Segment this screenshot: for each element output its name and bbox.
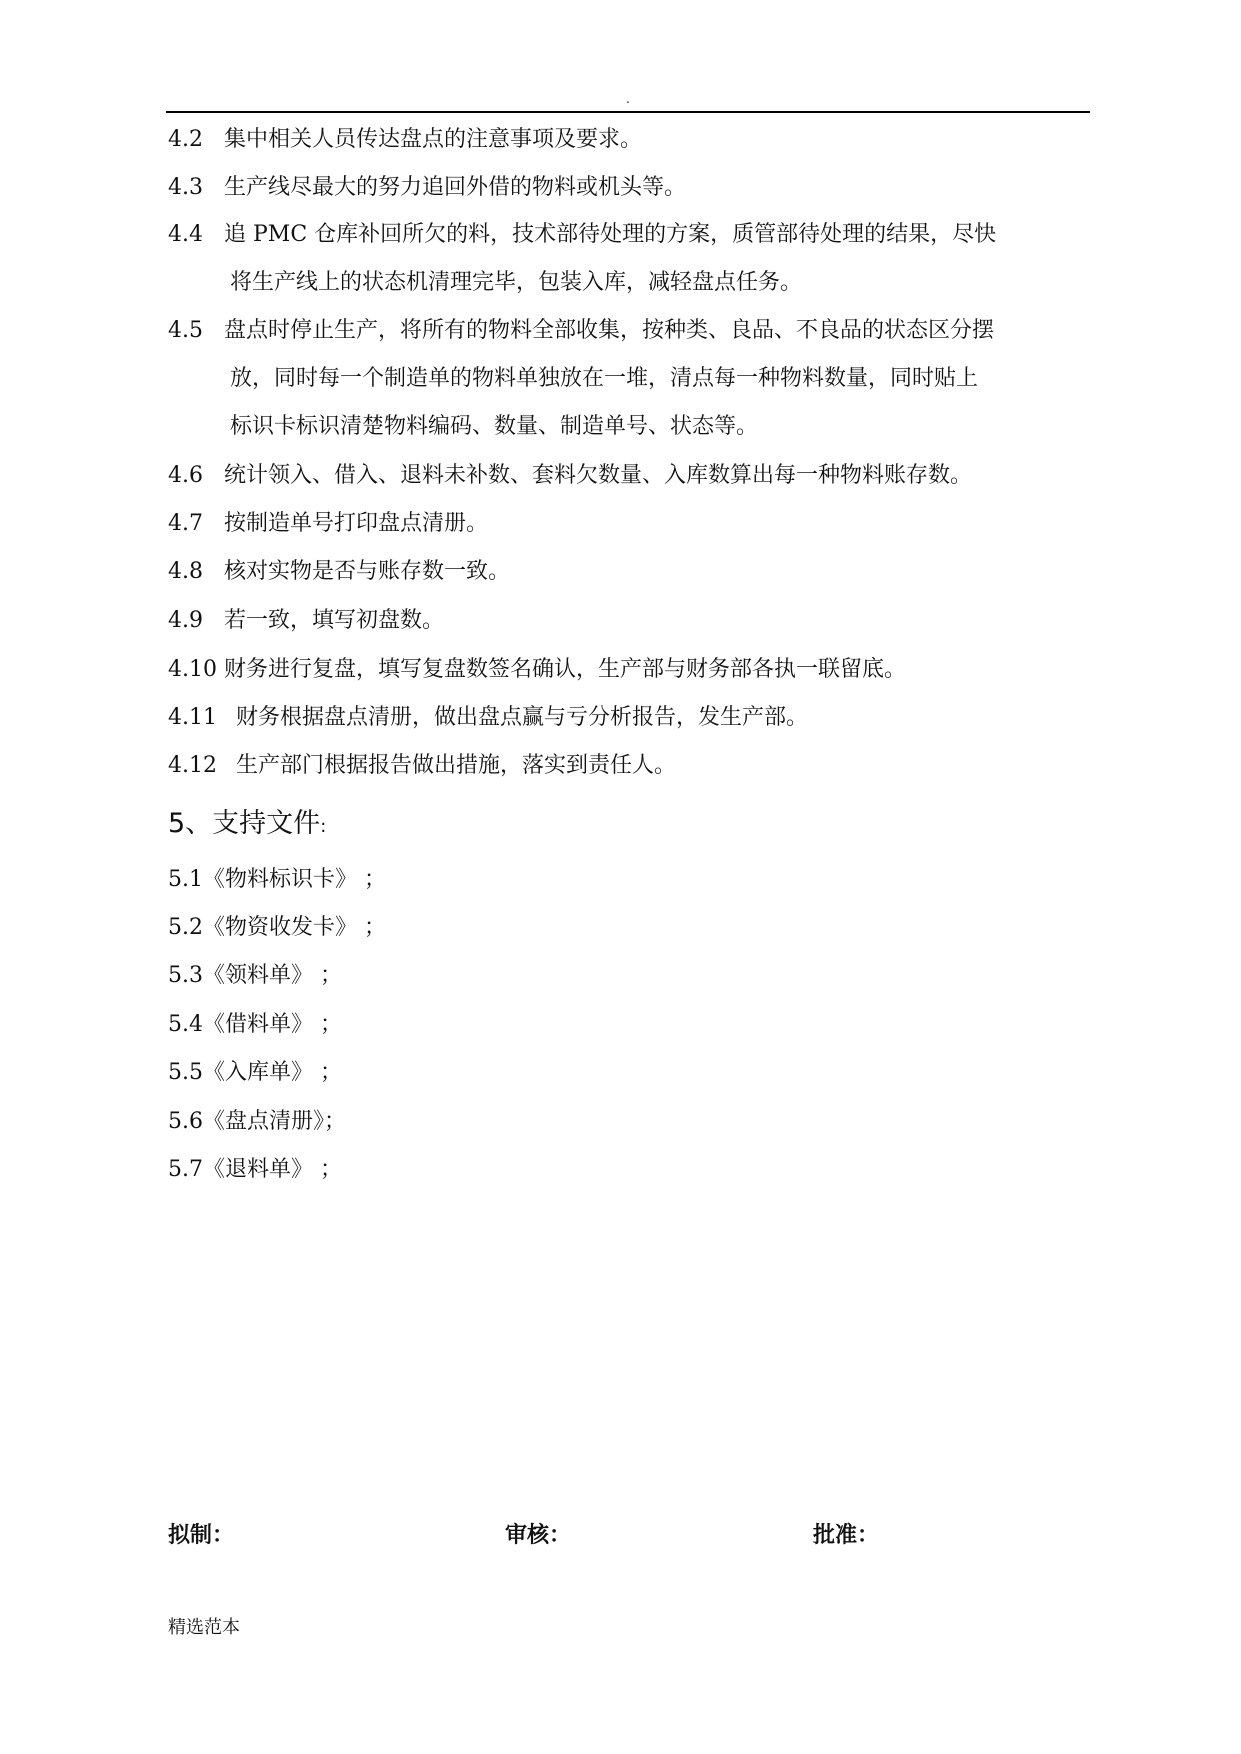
signature-review-label: 审核： — [505, 1523, 572, 1548]
item-text-continued: 放，同时每一个制造单的物料单独放在一堆，清点每一种物料数量，同时贴上 — [230, 366, 979, 391]
item-number: 4.6 — [168, 463, 203, 488]
procedure-item-4-2 — [168, 116, 642, 164]
header-mark: . — [626, 92, 630, 106]
item-number: 4.4 — [168, 222, 203, 247]
signature-draft-label: 拟制： — [168, 1523, 235, 1548]
procedure-item-4-5 — [168, 307, 994, 451]
item-text-continued: 标识卡标识清楚物料编码、数量、制造单号、状态等。 — [230, 414, 759, 439]
item-number: 4.2 — [168, 127, 203, 152]
item-text: 财务根据盘点清册，做出盘点赢与亏分析报告，发生产部。 — [236, 705, 809, 730]
item-text: 若一致，填写初盘数。 — [224, 608, 445, 633]
item-text: 统计领入、借入、退料未补数、套料欠数量、入库数算出每一种物料账存数。 — [224, 463, 973, 488]
section-title-text: 5、支持文件 — [168, 808, 321, 839]
item-number: 4.9 — [168, 608, 203, 633]
item-number: 4.11 — [168, 705, 217, 730]
item-text: 生产线尽最大的努力追回外借的物料或机头等。 — [224, 175, 687, 200]
procedure-item-4-7 — [168, 500, 488, 548]
signature-approve-label: 批准： — [813, 1523, 880, 1548]
item-text: 生产部门根据报告做出措施，落实到责任人。 — [236, 753, 677, 778]
item-number: 4.10 — [168, 657, 217, 682]
section-title — [168, 804, 326, 847]
item-text: 追 PMC 仓库补回所欠的料，技术部待处理的方案，质管部待处理的结果，尽快 — [224, 222, 997, 247]
procedure-item-4-12 — [168, 742, 676, 790]
support-document-item: 5.4《借料单》 ； — [168, 1012, 342, 1037]
header-rule — [166, 111, 1090, 113]
footer-text: 精选范本 — [168, 1617, 240, 1638]
procedure-item-4-3 — [168, 164, 686, 212]
item-text: 集中相关人员传达盘点的注意事项及要求。 — [224, 127, 643, 152]
item-text: 核对实物是否与账存数一致。 — [224, 559, 511, 584]
procedure-item-4-11 — [168, 694, 808, 742]
support-document-item: 5.2《物资收发卡》 ； — [168, 915, 386, 940]
support-document-item: 5.6《盘点清册》； — [168, 1109, 346, 1134]
item-number: 4.7 — [168, 511, 203, 536]
item-text: 财务进行复盘，填写复盘数签名确认，生产部与财务部各执一联留底。 — [224, 657, 907, 682]
item-text-continued: 将生产线上的状态机清理完毕，包装入库，减轻盘点任务。 — [230, 270, 803, 295]
procedure-item-4-4 — [168, 211, 996, 307]
support-document-item: 5.1《物料标识卡》 ； — [168, 867, 386, 892]
procedure-item-4-10 — [168, 646, 906, 694]
procedure-item-4-8 — [168, 548, 510, 596]
support-document-item: 5.5《入库单》 ； — [168, 1060, 342, 1085]
procedure-item-4-6 — [168, 452, 972, 500]
item-number: 4.12 — [168, 753, 217, 778]
section-title-colon: : — [320, 816, 327, 837]
support-document-item: 5.7《退料单》 ； — [168, 1157, 342, 1182]
item-number: 4.8 — [168, 559, 203, 584]
support-document-item: 5.3《领料单》 ； — [168, 963, 342, 988]
item-number: 4.5 — [168, 318, 203, 343]
procedure-item-4-9 — [168, 597, 444, 645]
item-text: 按制造单号打印盘点清册。 — [224, 511, 489, 536]
item-text: 盘点时停止生产，将所有的物料全部收集，按种类、良品、不良品的状态区分摆 — [224, 318, 995, 343]
item-number: 4.3 — [168, 175, 203, 200]
